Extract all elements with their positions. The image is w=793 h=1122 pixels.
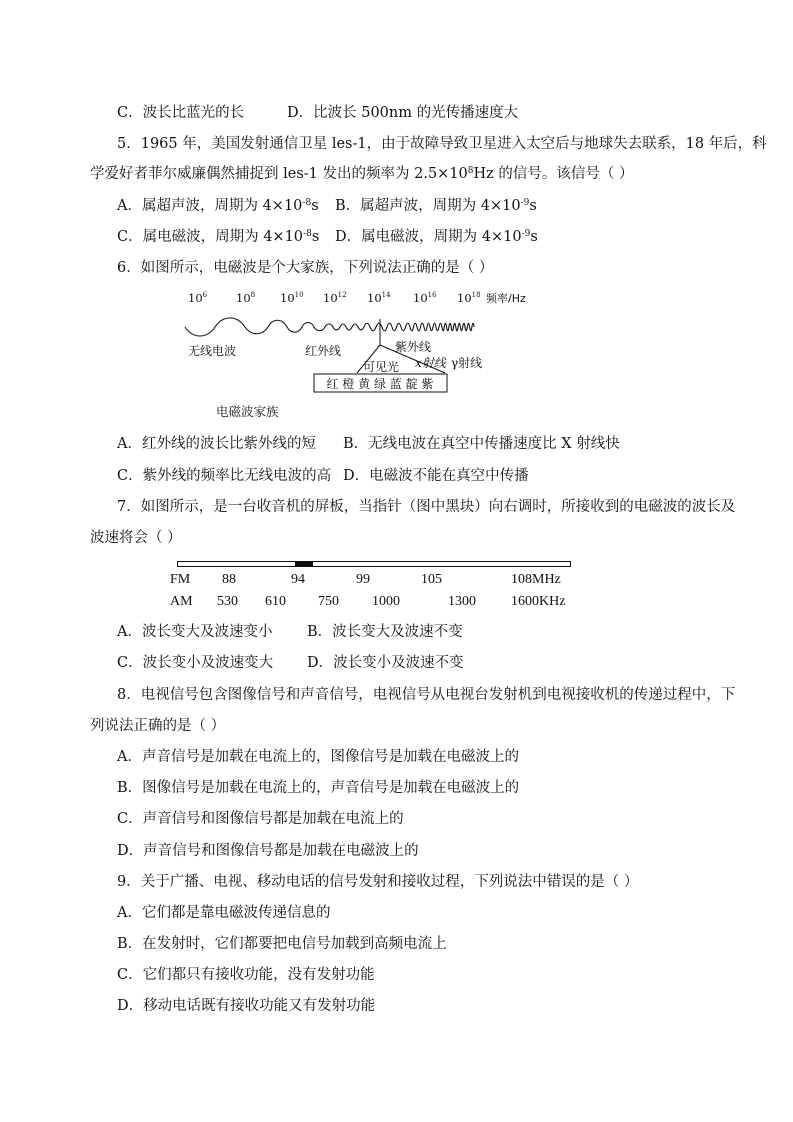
- q5-option-d: D．属电磁波，周期为 $4\times 10^{-9}s$: [335, 229, 538, 245]
- spectrum-tick-1e18: $10^{18}$: [457, 291, 481, 305]
- radio-dial-bar: [177, 561, 571, 567]
- q7-option-a: A．波长变大及波速变小: [117, 624, 273, 640]
- q8-option-c: C．声音信号和图像信号都是加载在电流上的: [117, 811, 404, 827]
- q9-option-d: D．移动电话既有接收功能又有发射功能: [117, 998, 376, 1014]
- em-spectrum-caption: 电磁波家族: [216, 404, 279, 419]
- am-tick: 1000: [372, 594, 400, 609]
- ultraviolet-label: 紫外线: [395, 340, 432, 354]
- visible-light-label: 可见光: [363, 360, 400, 374]
- am-tick: 1300: [448, 594, 476, 609]
- q6-option-b: B．无线电波在真空中传播速度比 X 射线快: [343, 436, 620, 452]
- am-tick: 610: [265, 594, 286, 609]
- q5-option-a: A．属超声波，周期为 $4\times 10^{-8}s$: [117, 198, 319, 214]
- fm-tick: 94: [291, 572, 305, 587]
- q5-stem-line1: 5．1965 年，美国发射通信卫星 les-1，由于故障导致卫星进入太空后与地球失去联系，18 年后，科: [117, 136, 767, 152]
- q8-stem-line1: 8．电视信号包含图像信号和声音信号，电视信号从电视台发射机到电视接收机的传递过程中，下: [117, 687, 736, 703]
- gamma-ray-label: γ射线: [451, 356, 483, 370]
- q7-stem-line1: 7．如图所示，是一台收音机的屏板，当指针（图中黑块）向右调时，所接收到的电磁波的波长及: [117, 499, 736, 515]
- q6-option-d: D．电磁波不能在真空中传播: [343, 468, 529, 484]
- q4-option-d: D．比波长 500nm 的光传播速度大: [287, 105, 519, 121]
- q8-option-a: A．声音信号是加载在电流上的，图像信号是加载在电磁波上的: [117, 749, 519, 765]
- am-scale: [0, 594, 793, 614]
- fm-label: FM: [170, 572, 191, 587]
- q4-option-c: C．波长比蓝光的长: [117, 105, 245, 121]
- radio-wave-label: 无线电波: [188, 344, 237, 358]
- spectrum-tick-1e14: $10^{14}$: [367, 291, 391, 305]
- fm-tick: 99: [356, 572, 370, 587]
- q7-option-c: C．波长变小及波速变大: [117, 655, 274, 671]
- xray-label: x射线: [415, 356, 446, 370]
- radio-dial-pointer: [295, 561, 313, 567]
- spectrum-tick-1e16: $10^{16}$: [413, 291, 437, 305]
- spectrum-tick-1e10: $10^{10}$: [280, 291, 304, 305]
- fm-tick: 105: [421, 572, 442, 587]
- am-label: AM: [170, 594, 193, 609]
- q8-stem-line2: 列说法正确的是（ ）: [90, 718, 226, 734]
- fm-tick: 108MHz: [511, 572, 561, 587]
- q9-stem: 9．关于广播、电视、移动电话的信号发射和接收过程，下列说法中错误的是（ ）: [117, 874, 639, 890]
- em-spectrum-diagram: [180, 287, 580, 397]
- spectrum-tick-1e8: $10^8$: [236, 291, 256, 305]
- spectrum-tick-1e6: $10^6$: [188, 291, 208, 305]
- q9-option-b: B．在发射时，它们都要把电信号加载到高频电流上: [117, 936, 447, 952]
- q6-stem: 6．如图所示，电磁波是个大家族，下列说法正确的是（ ）: [117, 260, 494, 276]
- q5-option-b: B．属超声波，周期为 $4\times 10^{-9}s$: [335, 198, 537, 214]
- am-tick: 530: [217, 594, 238, 609]
- q7-option-d: D．波长变小及波速不变: [307, 655, 464, 671]
- q7-option-b: B．波长变大及波速不变: [307, 624, 463, 640]
- q5-stem-line2: 学爱好者菲尔威廉偶然捕捉到 les-1 发出的频率为 $2.5\times 10^8Hz$ 的信号。该信号（ ）: [90, 166, 634, 182]
- q8-option-d: D．声音信号和图像信号都是加载在电磁波上的: [117, 843, 419, 859]
- q7-stem-line2: 波速将会（ ）: [90, 530, 182, 546]
- spectrum-tick-1e12: $10^{12}$: [323, 291, 347, 305]
- q9-option-c: C．它们都只有接收功能，没有发射功能: [117, 967, 375, 983]
- q6-option-a: A．红外线的波长比紫外线的短: [117, 436, 316, 452]
- spectrum-wave: [185, 318, 474, 336]
- am-tick: 750: [318, 594, 339, 609]
- fm-tick: 88: [222, 572, 236, 587]
- q8-option-b: B．图像信号是加载在电流上的，声音信号是加载在电磁波上的: [117, 780, 520, 796]
- q6-option-c: C．紫外线的频率比无线电波的高: [117, 468, 332, 484]
- spectrum-unit-label: 频率/Hz: [486, 292, 526, 305]
- infrared-label: 红外线: [305, 344, 342, 358]
- q9-option-a: A．它们都是靠电磁波传递信息的: [117, 905, 331, 921]
- am-tick: 1600KHz: [511, 594, 566, 609]
- q5-option-c: C．属电磁波，周期为 $4\times 10^{-8}s$: [117, 229, 320, 245]
- fm-scale: [0, 572, 793, 592]
- visible-colors-label: 红 橙 黄 绿 蓝 靛 紫: [326, 377, 434, 391]
